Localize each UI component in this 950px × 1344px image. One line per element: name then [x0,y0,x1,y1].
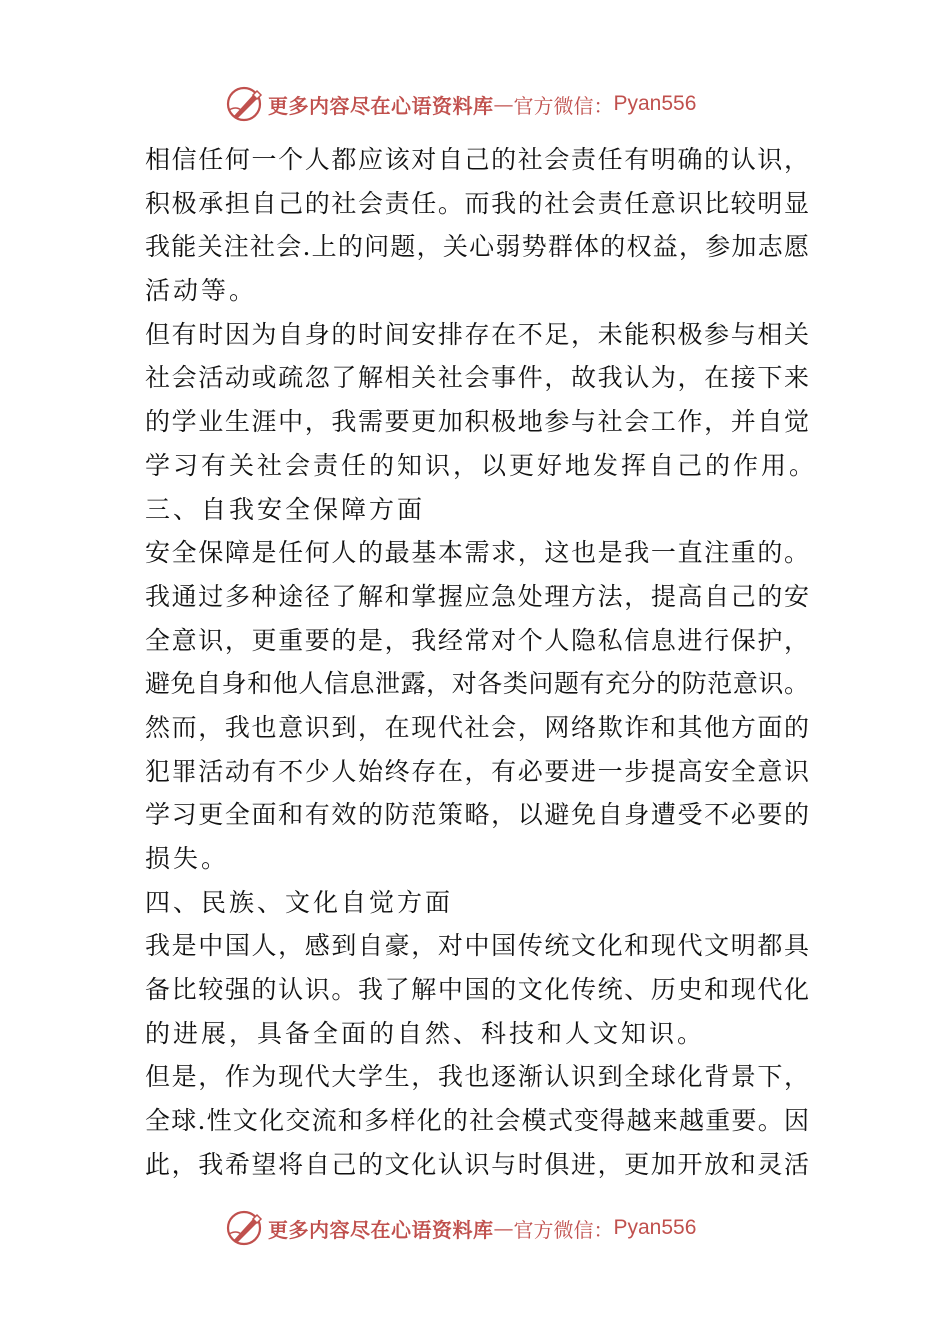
text-line: 相信任何一个人都应该对自己的社会责任有明确的认识， [145,145,809,174]
banner-brand-text: 更多内容尽在心语资料库 [268,93,494,118]
document-body [145,138,818,1187]
text-line: 然而，我也意识到，在现代社会，网络欺诈和其他方面的 [145,712,809,742]
banner-brand-text: 更多内容尽在心语资料库 [268,1217,494,1242]
text-line: 此，我希望将自己的文化认识与时俱进，更加开放和灵活 [145,1149,809,1179]
text-line: 我能关注社会.上的问题，关心弱势群体的权益，参加志愿 [145,232,809,262]
banner-wechat-id: Pyan556 [613,1216,697,1239]
banner-wechat-id: Pyan556 [613,92,697,115]
text-line: 我是中国人，感到自豪，对中国传统文化和现代文明都具 [145,931,809,961]
text-line: 损失。 [145,844,230,873]
header-banner [224,82,744,126]
pen-nib-circle-icon [224,1208,264,1248]
text-line: 的学业生涯中，我需要更加积极地参与社会工作，并自觉 [145,407,809,437]
text-line: 但是，作为现代大学生，我也逐渐认识到全球化背景下， [145,1062,809,1092]
text-line: 的进展，具备全面的自然、科技和人文知识。 [145,1018,706,1048]
text-line: 我通过多种途径了解和掌握应急处理方法，提高自己的安 [145,581,809,611]
text-line: 积极承担自己的社会责任。而我的社会责任意识比较明显 [145,188,809,218]
banner-official-label: 官方微信： [513,1217,614,1242]
text-line: 全球.性文化交流和多样化的社会模式变得越来越重要。因 [145,1106,809,1136]
text-line: 全意识，更重要的是，我经常对个人隐私信息进行保护， [145,625,809,655]
text-line: 活动等。 [145,276,258,306]
section-heading: 四、民族、文化自觉方面 [145,887,454,917]
text-line: 犯罪活动有不少人始终存在，有必要进一步提高安全意识 [145,756,809,786]
text-line: 避免自身和他人信息泄露，对各类问题有充分的防范意识。 [145,669,809,699]
banner-dash: — [493,92,514,116]
banner-dash: — [493,1216,514,1240]
text-line: 社会活动或疏忽了解相关社会事件，故我认为，在接下来 [145,363,809,393]
text-line: 学习更全面和有效的防范策略，以避免自身遭受不必要的 [145,800,809,830]
text-line: 但有时因为自身的时间安排存在不足，未能积极参与相关 [145,319,809,349]
text-line: 备比较强的认识。我了解中国的文化传统、历史和现代化 [145,975,809,1005]
pen-nib-circle-icon [224,84,264,124]
section-heading: 三、自我安全保障方面 [145,494,426,524]
banner-official-label: 官方微信： [513,93,614,118]
text-line: 学习有关社会责任的知识，以更好地发挥自己的作用。 [145,450,818,480]
footer-banner [224,1206,744,1250]
text-line: 安全保障是任何人的最基本需求，这也是我一直注重的。 [145,538,809,568]
